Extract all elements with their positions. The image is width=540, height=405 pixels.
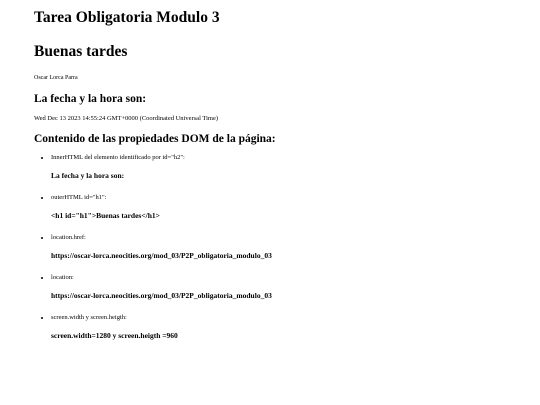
property-value: https://oscar-lorca.neocities.org/mod_03/P2P_obligatoria_modulo_03 — [51, 251, 272, 260]
property-label: • location.href: — [51, 234, 86, 241]
list-item — [51, 151, 540, 181]
list-item — [51, 311, 540, 341]
property-value: <h1 id="h1">Buenas tardes</h1> — [51, 211, 160, 220]
property-label: • outerHTML id="h1": — [51, 194, 107, 201]
author-name: Oscar Lorca Parra — [34, 75, 78, 81]
list-item — [51, 231, 540, 261]
list-item — [51, 271, 540, 301]
property-value: screen.width=1280 y screen.heigth =960 — [51, 331, 178, 340]
date-heading: La fecha y la hora son: — [34, 93, 147, 105]
page-title: Tarea Obligatoria Modulo 3 — [34, 9, 220, 26]
property-value: https://oscar-lorca.neocities.org/mod_03/P2P_obligatoria_modulo_03 — [51, 291, 272, 300]
greeting-heading: Buenas tardes — [34, 43, 128, 60]
list-item — [51, 191, 540, 221]
dom-properties-list — [34, 151, 540, 341]
datetime-value: Wed Dec 13 2023 14:55:24 GMT+0000 (Coordinated Universal Time) — [34, 115, 219, 122]
property-label: • screen.width y screen.heigth: — [51, 314, 127, 321]
property-label: • location: — [51, 274, 74, 281]
dom-properties-heading: Contenido de las propiedades DOM de la página: — [34, 133, 276, 145]
property-value: La fecha y la hora son: — [51, 171, 125, 180]
property-label: • InnerHTML del elemento identificado por id="h2": — [51, 154, 185, 161]
